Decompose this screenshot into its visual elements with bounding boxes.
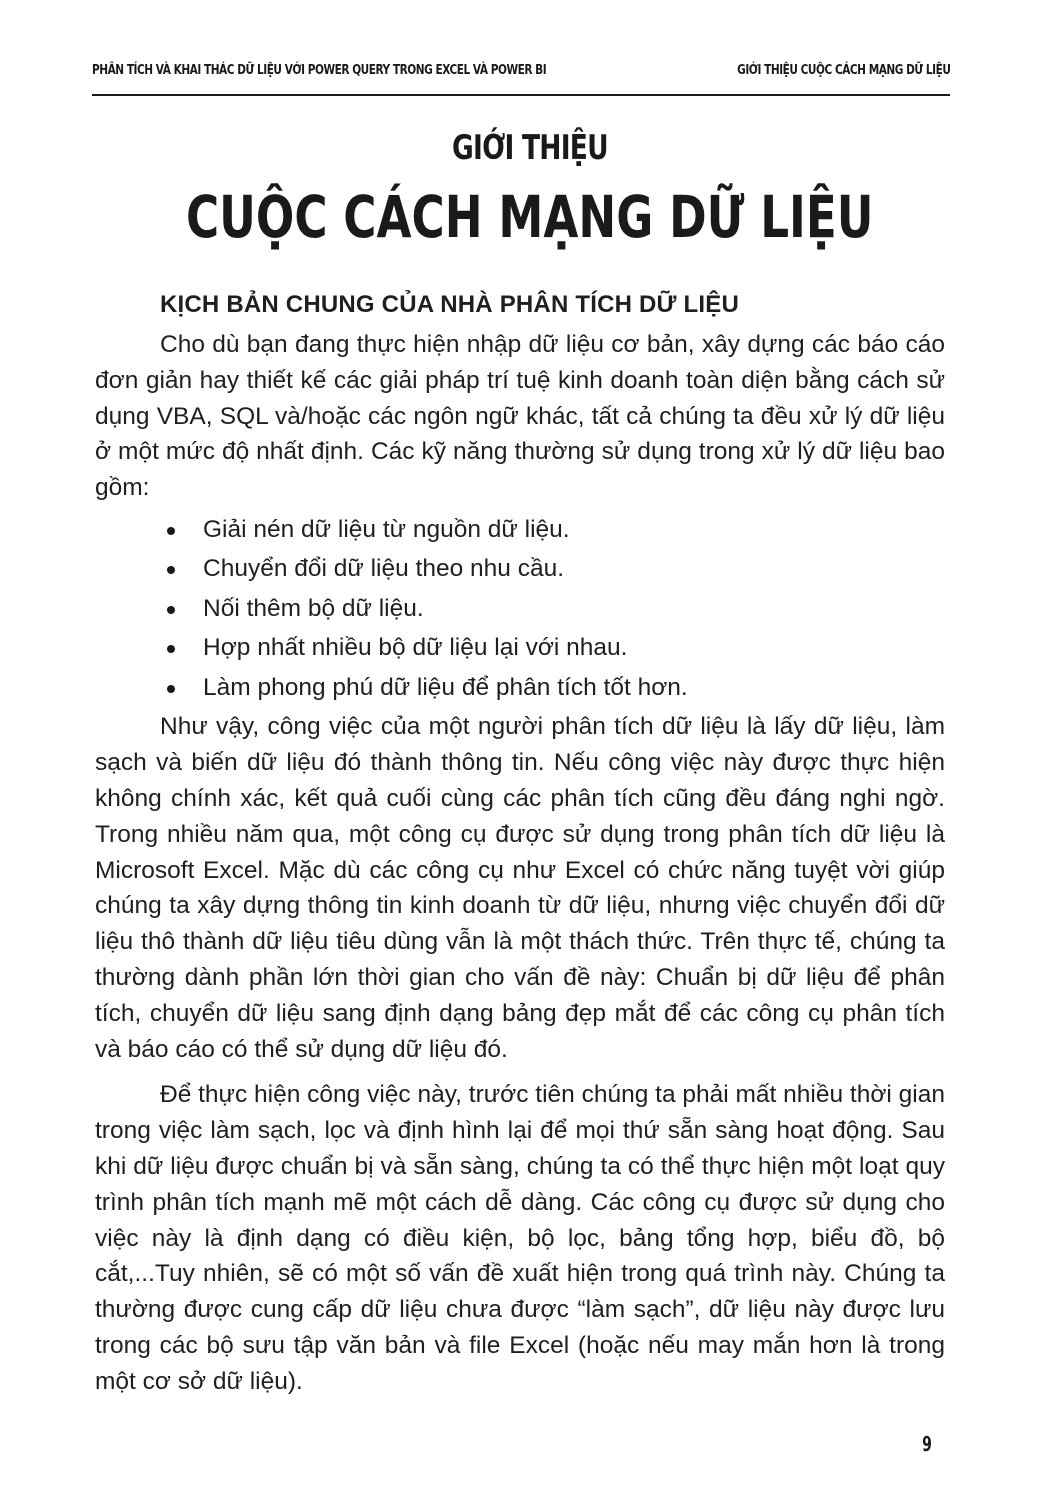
body-paragraph-3: Để thực hiện công việc này, trước tiên chúng ta phải mất nhiều thời gian trong việc làm sạch, lọc và định hình lại để mọi thứ sẵn sàng hoạt động. Sau khi dữ liệu được chuẩn bị và sẵn sàng, chúng ta có thể thực hiện một loạt quy trình phân tích mạnh mẽ một cách dễ dàng. Các công cụ được sử dụng cho việc này là định dạng có điều kiện, bộ lọc, bảng tổng hợp, biểu đồ, bộ cắt,...Tuy nhiên, sẽ có một số vấn đề xuất hiện trong quá trình này. Chúng ta thường được cung cấp dữ liệu chưa được “làm sạch”, dữ liệu này được lưu trong các bộ sưu tập văn bản và file Excel (hoặc nếu may mắn hơn là trong một cơ sở dữ liệu). — [95, 1081, 945, 1395]
list-item-text: Giải nén dữ liệu từ nguồn dữ liệu. — [203, 515, 570, 543]
list-item — [95, 549, 945, 589]
chapter-kicker — [0, 128, 1060, 168]
running-header — [92, 62, 950, 96]
body-paragraph-2: Như vậy, công việc của một người phân tích dữ liệu là lấy dữ liệu, làm sạch và biến dữ liệu đó thành thông tin. Nếu công việc này được thực hiện không chính xác, kết quả cuối cùng các phân tích cũng đều đáng nghi ngờ. Trong nhiều năm qua, một công cụ được sử dụng trong phân tích dữ liệu là Microsoft Excel. Mặc dù các công cụ như Excel có chức năng tuyệt vời giúp chúng ta xây dựng thông tin kinh doanh từ dữ liệu, nhưng việc chuyển đổi dữ liệu thô thành dữ liệu tiêu dùng vẫn là một thách thức. Trên thực tế, chúng ta thường dành phần lớn thời gian cho vấn đề này: Chuẩn bị dữ liệu để phân tích, chuyển dữ liệu sang định dạng bảng đẹp mắt để các công cụ phân tích và báo cáo có thể sử dụng dữ liệu đó. — [95, 713, 945, 1063]
page-number — [920, 1432, 934, 1456]
bullet-icon — [167, 606, 175, 614]
skills-list — [95, 510, 945, 708]
bullet-icon — [167, 645, 175, 653]
page-body — [95, 288, 945, 1400]
intro-paragraph: Cho dù bạn đang thực hiện nhập dữ liệu cơ bản, xây dựng các báo cáo đơn giản hay thiết kế các giải pháp trí tuệ kinh doanh toàn diện bằng cách sử dụng VBA, SQL và/hoặc các ngôn ngữ khác, tất cả chúng ta đều xử lý dữ liệu ở một mức độ nhất định. Các kỹ năng thường sử dụng trong xử lý dữ liệu bao gồm: — [95, 331, 945, 502]
list-item — [95, 510, 945, 550]
list-item — [95, 589, 945, 629]
list-item — [95, 628, 945, 668]
section-heading: KỊCH BẢN CHUNG CỦA NHÀ PHÂN TÍCH DỮ LIỆU — [160, 291, 740, 318]
page-number-text: 9 — [922, 1432, 932, 1456]
list-item-text: Làm phong phú dữ liệu để phân tích tốt hơn. — [203, 673, 688, 701]
book-title-header: PHÂN TÍCH VÀ KHAI THÁC DỮ LIỆU VỚI POWER QUERY TRONG EXCEL VÀ POWER BI — [92, 62, 547, 78]
bullet-icon — [167, 685, 175, 693]
chapter-title-header: GIỚI THIỆU CUỘC CÁCH MẠNG DỮ LIỆU — [736, 62, 950, 78]
chapter-title-text: CUỘC CÁCH MẠNG DỮ LIỆU — [186, 183, 874, 251]
list-item-text: Nối thêm bộ dữ liệu. — [203, 594, 424, 622]
list-item — [95, 668, 945, 708]
bullet-icon — [167, 566, 175, 574]
chapter-title — [0, 183, 1060, 251]
chapter-kicker-text: GIỚI THIỆU — [452, 128, 608, 168]
bullet-icon — [167, 527, 175, 535]
list-item-text: Chuyển đổi dữ liệu theo nhu cầu. — [203, 555, 565, 583]
list-item-text: Hợp nhất nhiều bộ dữ liệu lại với nhau. — [203, 634, 628, 662]
